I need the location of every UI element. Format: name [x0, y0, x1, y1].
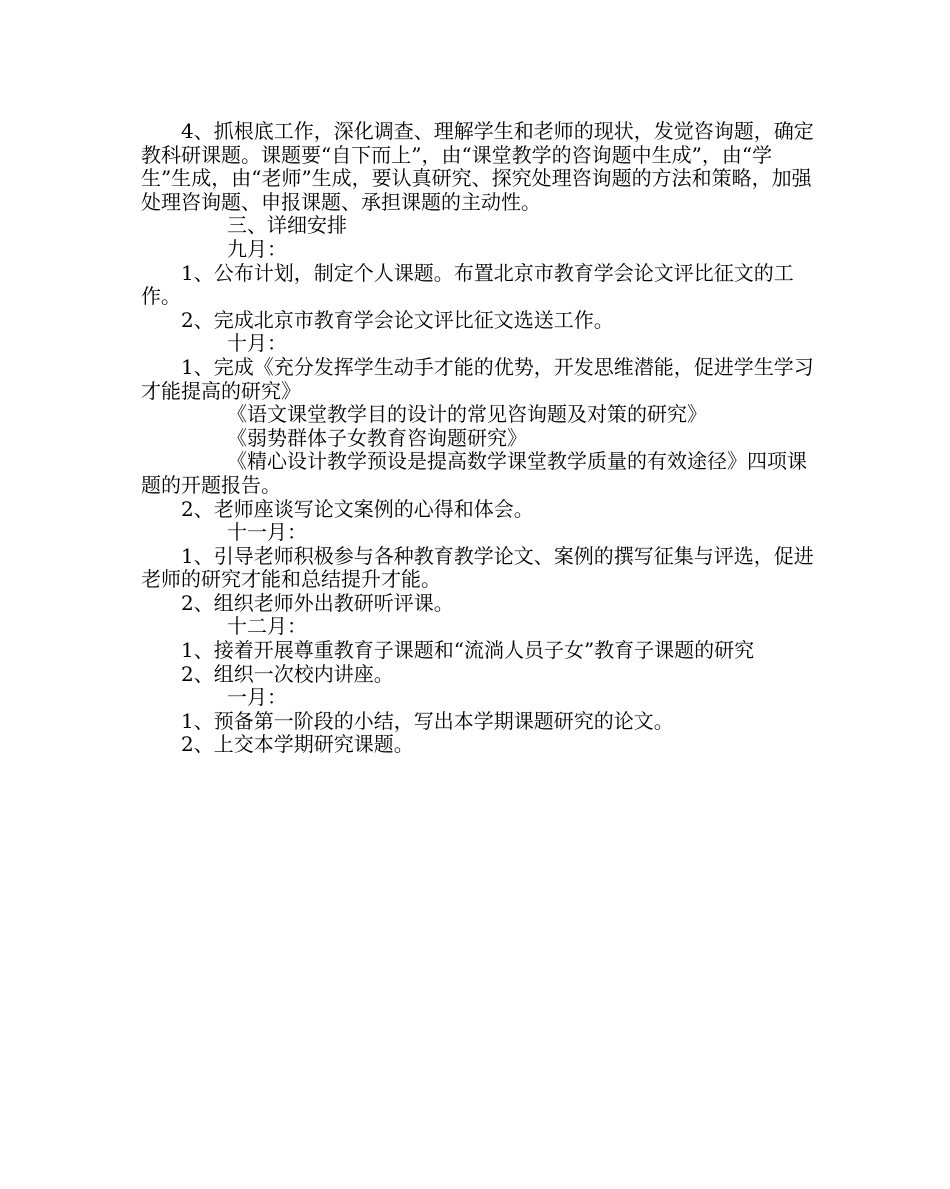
list-item: 2、组织老师外出教研听评课。: [181, 590, 454, 615]
month-heading-november: 十一月：: [227, 520, 307, 545]
topic-title: 《精心设计教学预设是提高数学课堂教学质量的有效途径》四项课题的开题报告。: [141, 449, 807, 497]
month-heading-september: 九月：: [227, 236, 287, 261]
document-body: [141, 120, 821, 757]
list-item: 1、引导老师积极参与各种教育教学论文、案例的撰写征集与评选，促进老师的研究才能和总结提升才能。: [141, 543, 814, 592]
month-heading-october: 十月：: [227, 331, 287, 356]
month-heading-december: 十二月：: [227, 614, 307, 639]
month-heading-january: 一月：: [227, 685, 287, 710]
list-item: 1、公布计划，制定个人课题。布置北京市教育学会论文评比征文的工作。: [141, 260, 794, 309]
topic-title: 《弱势群体子女教育咨询题研究》: [227, 425, 527, 450]
list-item: 2、老师座谈写论文案例的心得和体会。: [181, 496, 534, 521]
list-item: 2、完成北京市教育学会论文评比征文选送工作。: [181, 307, 614, 332]
paragraph-research-foundation: 4、抓根底工作，深化调查、理解学生和老师的现状，发觉咨询题，确定教科研课题。课题要“自下而上”，由“课堂教学的咨询题中生成”，由“学生”生成，由“老师”生成，要认真研究、探究处理咨询题的方法和策略，加强处理咨询题、申报课题、承担课题的主动性。: [141, 119, 814, 214]
topic-title: 《语文课堂教学目的设计的常见咨询题及对策的研究》: [227, 402, 707, 427]
section-heading-detailed-arrangement: 三、详细安排: [227, 213, 347, 238]
list-item: 1、接着开展尊重教育子课题和“流淌人员子女”教育子课题的研究: [181, 638, 755, 663]
list-item: 1、完成《充分发挥学生动手才能的优势，开发思维潜能，促进学生学习才能提高的研究》: [141, 354, 814, 403]
list-item: 1、预备第一阶段的小结，写出本学期课题研究的论文。: [181, 708, 674, 733]
list-item: 2、组织一次校内讲座。: [181, 661, 394, 686]
list-item: 2、上交本学期研究课题。: [181, 732, 414, 757]
